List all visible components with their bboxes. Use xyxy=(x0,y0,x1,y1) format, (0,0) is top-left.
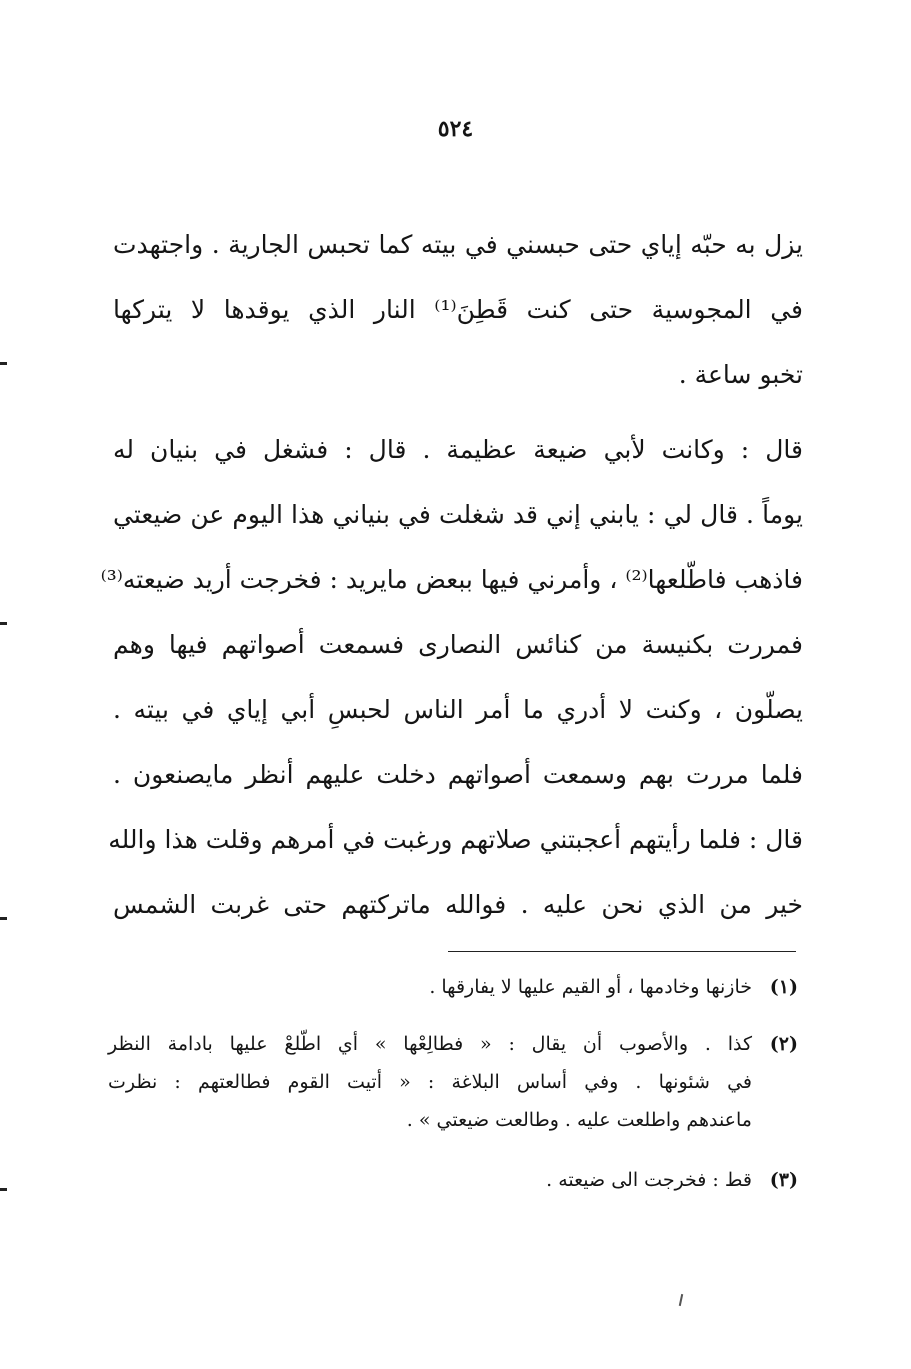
footnote-separator xyxy=(448,951,796,952)
footnote-line: في شئونها . وفي أساس البلاغة : « أتيت القوم فطالعتهم : نظرت xyxy=(108,1071,752,1093)
scan-edge-mark xyxy=(0,362,7,365)
page-number: ٥٢٤ xyxy=(437,116,474,142)
footnote-text xyxy=(108,1161,752,1199)
text-line: يصلّون ، وكنت لا أدري ما أمر الناس لحبسِ أبي إياي في بيته . xyxy=(113,695,803,724)
text-line: قال : وكانت لأبي ضيعة عظيمة . قال : فشغل في بنيان له xyxy=(113,435,803,464)
paragraph-1 xyxy=(113,212,803,407)
footnote-2 xyxy=(108,1025,798,1139)
text-line: يزل به حبّه إياي حتى حبسني في بيته كما تحبس الجارية . واجتهدت xyxy=(113,230,803,259)
scan-edge-mark xyxy=(0,917,7,920)
scan-stray-mark xyxy=(679,1294,683,1306)
text-line: تخبو ساعة . xyxy=(678,360,803,389)
footnote-line: ماعندهم واطلعت عليه . وطالعت ضيعتي » . xyxy=(406,1109,752,1131)
footnote-3 xyxy=(108,1161,798,1199)
footnote-text xyxy=(108,1025,752,1139)
footnote-line: خازنها وخادمها ، أو القيم عليها لا يفارقها . xyxy=(429,976,752,998)
footnote-line: كذا . والأصوب أن يقال : « فطالِعْها » أي اطّلعْ عليها بادامة النظر xyxy=(108,1033,752,1055)
text-line: قال : فلما رأيتهم أعجبتني صلاتهم ورغبت في أمرهم وقلت هذا والله xyxy=(108,825,803,854)
footnote-number: (٣) xyxy=(769,1169,798,1191)
footnote-number: (٢) xyxy=(769,1033,798,1055)
footnote-number: (١) xyxy=(769,976,798,998)
text-line: فمررت بكنيسة من كنائس النصارى فسمعت أصواتهم فيها وهم xyxy=(113,630,803,659)
text-line: في المجوسية حتى كنت قَطِنَ⁽¹⁾ النار الذي يوقدها لا يتركها xyxy=(113,295,803,324)
paragraph-2 xyxy=(100,417,803,937)
text-line: فلما مررت بهم وسمعت أصواتهم دخلت عليهم أنظر مايصنعون . xyxy=(113,760,803,789)
scan-edge-mark xyxy=(0,622,7,625)
footnote-line: قط : فخرجت الى ضيعته . xyxy=(546,1169,752,1191)
footnote-text xyxy=(108,968,752,1006)
footnote-1 xyxy=(108,968,798,1006)
scan-edge-mark xyxy=(0,1188,7,1191)
text-line: فاذهب فاطّلعها⁽²⁾ ، وأمرني فيها ببعض مايريد : فخرجت أريد ضيعته⁽³⁾ xyxy=(100,565,803,594)
text-line: خير من الذي نحن عليه . فوالله ماتركتهم حتى غربت الشمس xyxy=(113,890,803,919)
text-line: يوماً . قال لي : يابني إني قد شغلت في بنياني هذا اليوم عن ضيعتي xyxy=(113,500,803,529)
